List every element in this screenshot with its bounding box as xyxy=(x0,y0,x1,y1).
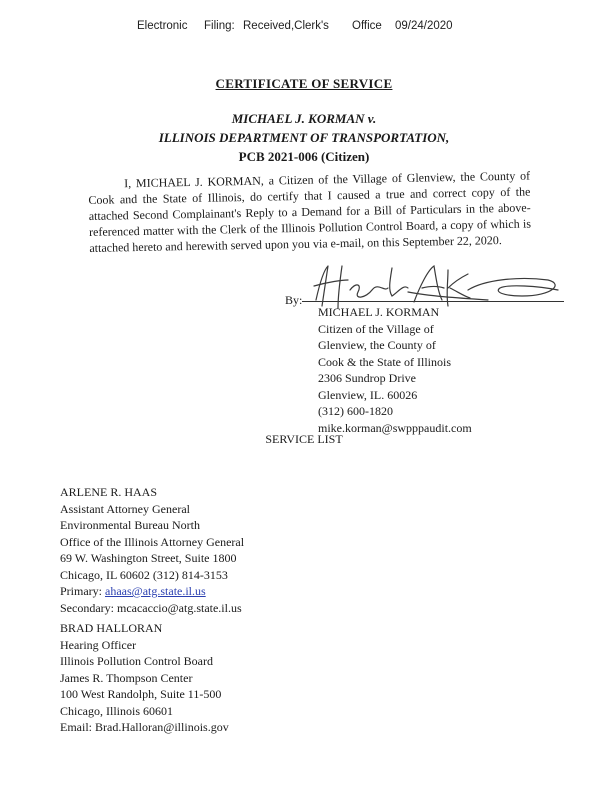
signer-email: mike.korman@swpppaudit.com xyxy=(318,420,472,435)
contact-block-halloran xyxy=(60,620,229,736)
stamp-received: Received,Clerk's xyxy=(243,20,329,32)
service-list-heading: SERVICE LIST xyxy=(265,432,343,446)
contact-title: Hearing Officer xyxy=(60,637,137,652)
contact-secondary: Secondary: mcacaccio@atg.state.il.us xyxy=(60,600,242,615)
stamp-office: Office xyxy=(352,20,382,32)
stamp-filing: Filing: xyxy=(204,20,235,32)
signer-city: Glenview, IL. 60026 xyxy=(318,387,418,402)
stamp-electronic: Electronic xyxy=(137,20,188,32)
signer-address: 2306 Sundrop Drive xyxy=(318,371,416,385)
contact-email: Email: Brad.Halloran@illinois.gov xyxy=(60,720,229,734)
by-label: By: xyxy=(285,293,303,307)
signer-block xyxy=(318,304,472,436)
case-parties-line1: MICHAEL J. KORMAN v. xyxy=(231,111,377,126)
contact-city: Chicago, Illinois 60601 xyxy=(60,703,173,718)
contact-city: Chicago, IL 60602 (312) 814-3153 xyxy=(60,567,228,582)
certificate-title: CERTIFICATE OF SERVICE xyxy=(215,76,393,91)
contact-title: Assistant Attorney General xyxy=(60,501,190,516)
contact-dept: Environmental Bureau North xyxy=(60,518,200,532)
signer-line-2: Glenview, the County of xyxy=(318,338,436,352)
contact-name: BRAD HALLORAN xyxy=(60,621,163,635)
signer-line-3: Cook & the State of Illinois xyxy=(318,354,451,369)
contact-name: ARLENE R. HAAS xyxy=(60,485,158,499)
contact-street: 69 W. Washington Street, Suite 1800 xyxy=(60,551,237,565)
primary-email-link[interactable]: ahaas@atg.state.il.us xyxy=(105,584,206,598)
contact-primary xyxy=(60,583,244,600)
signer-name: MICHAEL J. KORMAN xyxy=(318,305,440,319)
contact-office: Office of the Illinois Attorney General xyxy=(60,534,245,549)
stamp-date: 09/24/2020 xyxy=(395,20,453,32)
contact-block-haas xyxy=(60,484,244,616)
certification-paragraph: I, MICHAEL J. KORMAN, a Citizen of the Village of Glenview, the County of Cook and the State of Illinois, do certify that I caused a true and correct copy of the attached Second Complainant's Reply to a Demand for a Bill of Particulars in the above-referenced matter with the Clerk of the Illinois Pollution Control Board, a copy of which is attached hereto and herewith served upon you via e-mail, on this September 22, 2020. xyxy=(88,168,532,255)
signer-phone: (312) 600-1820 xyxy=(318,404,393,418)
primary-label: Primary: xyxy=(60,584,102,598)
contact-org: Illinois Pollution Control Board xyxy=(60,654,214,668)
case-caption xyxy=(0,109,608,166)
signer-line-1: Citizen of the Village of xyxy=(318,321,434,336)
case-parties-line2: ILLINOIS DEPARTMENT OF TRANSPORTATION, xyxy=(158,130,450,145)
contact-building: James R. Thompson Center xyxy=(60,670,193,685)
case-number: PCB 2021-006 (Citizen) xyxy=(238,149,370,164)
contact-street: 100 West Randolph, Suite 11-500 xyxy=(60,687,222,701)
